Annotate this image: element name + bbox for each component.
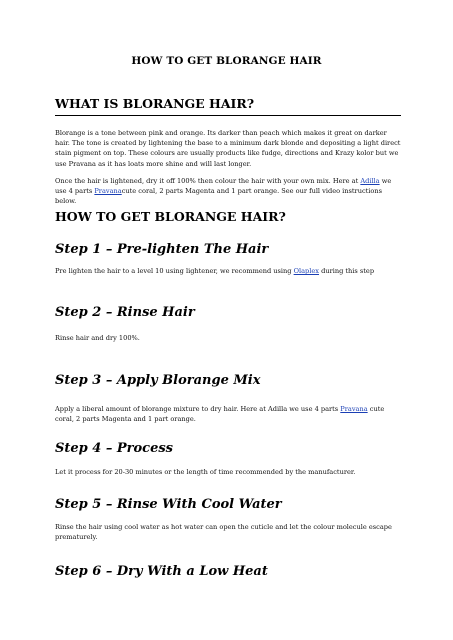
step-6-heading: Step 6 – Dry With a Low Heat: [55, 564, 268, 579]
mix-paragraph-text-a: Once the hair is lightened, dry it off 100% then colour the hair with your own mix. Here at: [55, 177, 361, 185]
step-3-text-a: Apply a liberal amount of blorange mixture to dry hair. Here at Adilla we use 4 parts: [55, 405, 341, 413]
mix-paragraph: [55, 176, 403, 207]
heading-underline: [55, 115, 401, 116]
pravana-link-2[interactable]: Pravana: [340, 405, 368, 413]
document-title: HOW TO GET BLORANGE HAIR: [131, 55, 322, 67]
intro-paragraph: Blorange is a tone between pink and orange. Its darker than peach which makes it great on darker hair. The tone is created by lightening the base to a minimum dark blonde and depositing a light direct stain pigment on top. These colours are usually products like fudge, directions and Krazy kolor but we use Pravana as it has loats more shine and will last longer.: [55, 129, 401, 168]
adilla-link[interactable]: Adilla: [360, 177, 380, 185]
mix-paragraph-text-b: we use 4 parts: [55, 177, 392, 196]
step-1-text-b: during this step: [319, 267, 375, 275]
step-4-heading: Step 4 – Process: [55, 441, 173, 456]
mix-paragraph-text-c: cute coral, 2 parts Magenta and 1 part orange. See our full video instructions below.: [55, 187, 383, 206]
step-2-text: Rinse hair and dry 100%.: [55, 334, 140, 342]
step-5-text: Rinse the hair using cool water as hot water can open the cuticle and let the colour molecule escape prematurely.: [55, 523, 392, 542]
step-1-text-a: Pre lighten the hair to a level 10 using lightener, we recommend using: [55, 267, 294, 275]
step-3-heading: Step 3 – Apply Blorange Mix: [55, 373, 261, 388]
section-heading-what-is: WHAT IS BLORANGE HAIR?: [55, 96, 255, 111]
step-2-heading: Step 2 – Rinse Hair: [55, 305, 195, 320]
pravana-link[interactable]: Pravana: [94, 187, 122, 196]
step-4-text: Let it process for 20-30 minutes or the length of time recommended by the manufacturer.: [55, 468, 356, 476]
step-1-text: [55, 266, 403, 276]
step-3-text-b: cute coral, 2 parts Magenta and 1 part orange.: [55, 405, 385, 424]
olaplex-link[interactable]: Olaplex: [293, 267, 320, 275]
step-3-text: [55, 404, 403, 424]
step-1-heading: Step 1 – Pre-lighten The Hair: [55, 242, 269, 257]
step-5-heading: Step 5 – Rinse With Cool Water: [55, 497, 282, 512]
section-heading-how-to: HOW TO GET BLORANGE HAIR?: [55, 209, 286, 224]
